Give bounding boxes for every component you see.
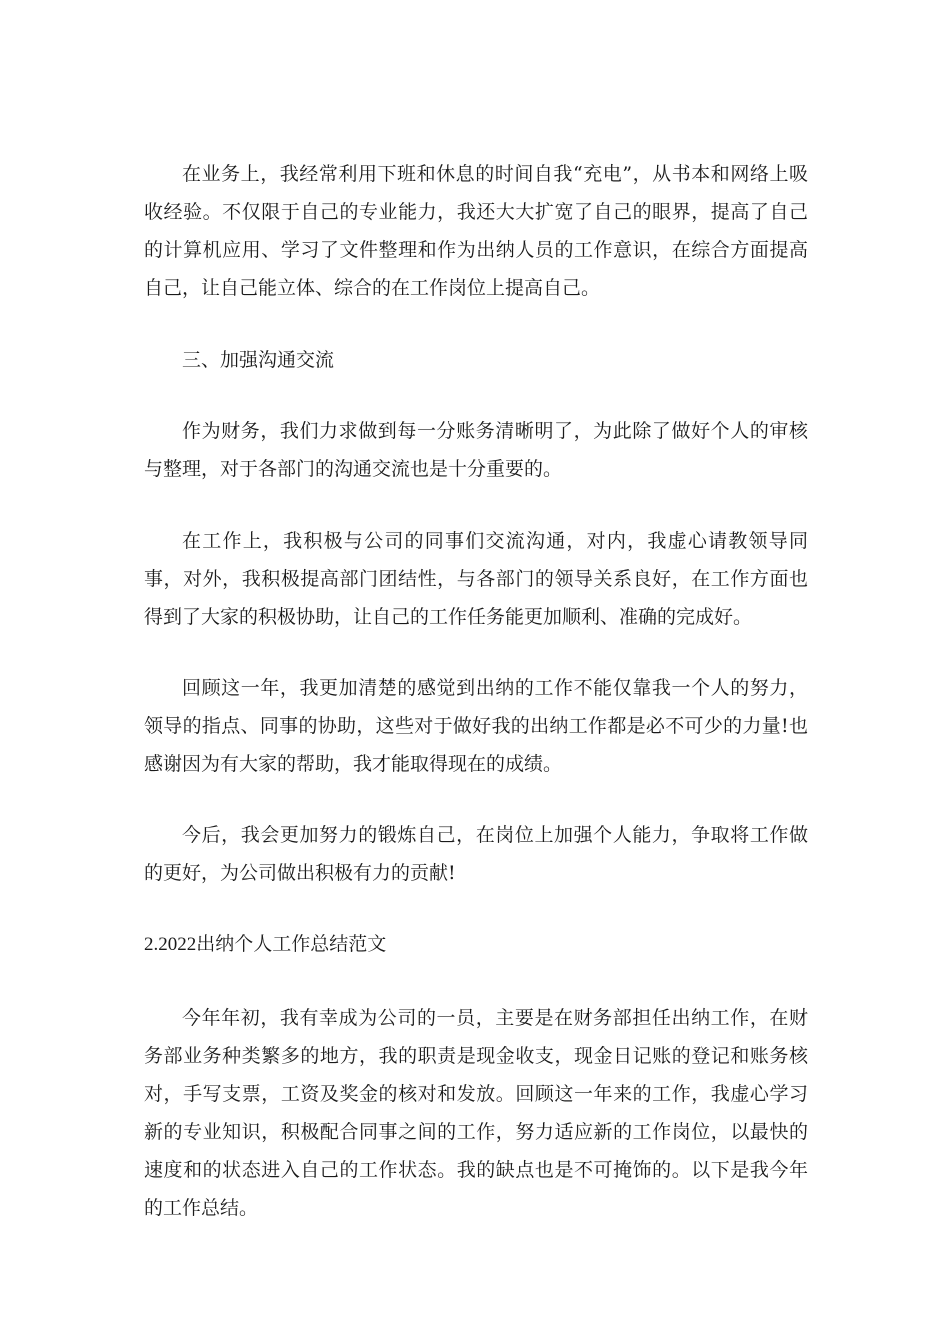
section-heading-2022-summary: 2.2022出纳个人工作总结范文 xyxy=(144,934,387,955)
paragraph-finance-communication: 作为财务，我们力求做到每一分账务清晰明了，为此除了做好个人的审核与整理，对于各部门的沟通交流也是十分重要的。 xyxy=(144,420,808,480)
paragraph-year-review: 回顾这一年，我更加清楚的感觉到出纳的工作不能仅靠我一个人的努力，领导的指点、同事的协助，这些对于做好我的出纳工作都是必不可少的力量!也感谢因为有大家的帮助，我才能取得现在的成绩。 xyxy=(144,677,808,775)
paragraph-future-plan: 今后，我会更加努力的锻炼自己，在岗位上加强个人能力，争取将工作做的更好，为公司做出积极有力的贡献! xyxy=(144,824,808,884)
paragraph-work-communication: 在工作上，我积极与公司的同事们交流沟通，对内，我虚心请教领导同事，对外，我积极提高部门团结性，与各部门的领导关系良好，在工作方面也得到了大家的积极协助，让自己的工作任务能更加顺利、准确的完成好。 xyxy=(144,530,808,628)
paragraph-2022-summary-intro: 今年年初，我有幸成为公司的一员，主要是在财务部担任出纳工作，在财务部业务种类繁多的地方，我的职责是现金收支，现金日记账的登记和账务核对，手写支票，工资及奖金的核对和发放。回顾这一年来的工作，我虚心学习新的专业知识，积极配合同事之间的工作，努力适应新的工作岗位，以最快的速度和的状态进入自己的工作状态。我的缺点也是不可掩饰的。以下是我今年的工作总结。 xyxy=(144,1007,808,1219)
paragraph-self-study: 在业务上，我经常利用下班和休息的时间自我“充电”，从书本和网络上吸收经验。不仅限于自己的专业能力，我还大大扩宽了自己的眼界，提高了自己的计算机应用、学习了文件整理和作为出纳人员的工作意识，在综合方面提高自己，让自己能立体、综合的在工作岗位上提高自己。 xyxy=(144,163,808,299)
section-heading-communication: 三、加强沟通交流 xyxy=(182,349,335,371)
